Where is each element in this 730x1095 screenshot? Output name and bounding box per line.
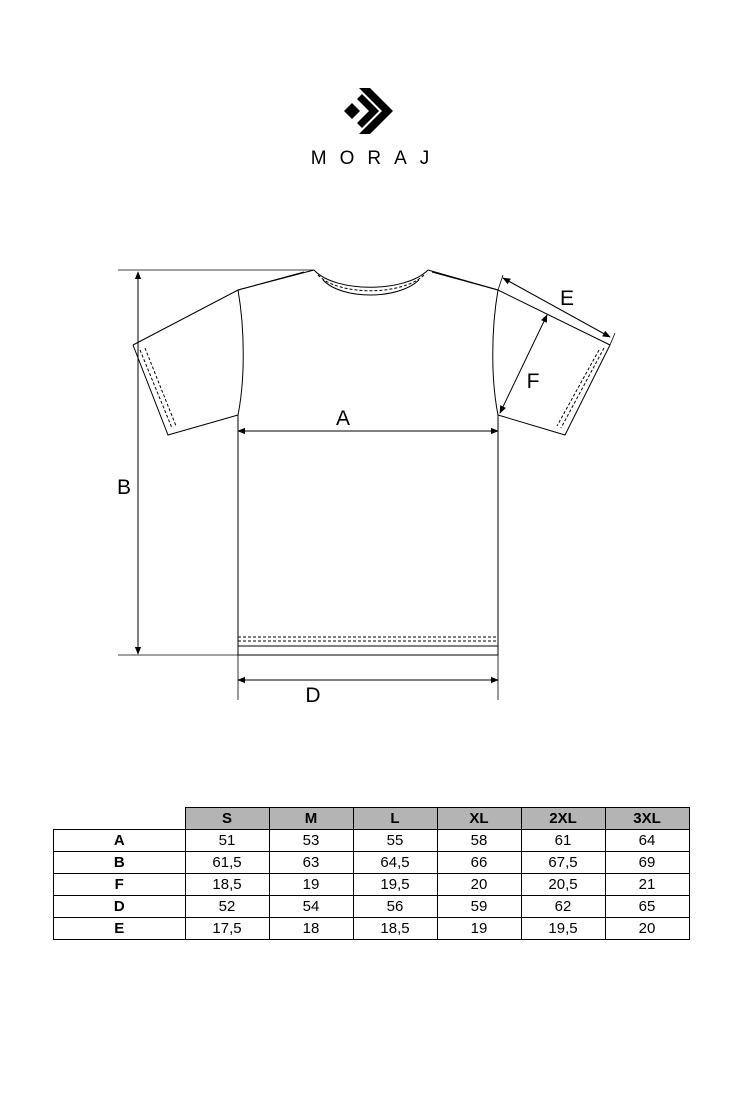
table-cell: 64 bbox=[605, 830, 689, 852]
table-cell: 67,5 bbox=[521, 852, 605, 874]
dimension-label-e: E bbox=[559, 287, 575, 310]
table-corner bbox=[54, 808, 186, 830]
table-cell: 18,5 bbox=[185, 874, 269, 896]
dimension-arrows bbox=[138, 272, 610, 680]
table-cell: 56 bbox=[353, 896, 437, 918]
table-cell: 18,5 bbox=[353, 918, 437, 940]
dimension-label-f: F bbox=[526, 370, 540, 393]
size-header: 3XL bbox=[605, 808, 689, 830]
table-row bbox=[54, 918, 690, 940]
table-cell: 61,5 bbox=[185, 852, 269, 874]
table-row bbox=[54, 874, 690, 896]
tshirt-outline bbox=[133, 270, 610, 655]
size-chart-table bbox=[53, 807, 690, 940]
table-cell: 54 bbox=[269, 896, 353, 918]
table-cell: 19 bbox=[269, 874, 353, 896]
table-cell: 19 bbox=[437, 918, 521, 940]
dimension-label-b: B bbox=[116, 476, 132, 499]
table-cell: 69 bbox=[605, 852, 689, 874]
table-cell: 62 bbox=[521, 896, 605, 918]
row-label: A bbox=[54, 830, 186, 852]
table-cell: 18 bbox=[269, 918, 353, 940]
table-cell: 63 bbox=[269, 852, 353, 874]
table-row bbox=[54, 852, 690, 874]
arrow-f bbox=[500, 315, 547, 413]
table-cell: 51 bbox=[185, 830, 269, 852]
row-label: E bbox=[54, 918, 186, 940]
row-label: F bbox=[54, 874, 186, 896]
arrow-e bbox=[503, 278, 610, 337]
table-cell: 64,5 bbox=[353, 852, 437, 874]
size-header: XL bbox=[437, 808, 521, 830]
dimension-label-d: D bbox=[305, 684, 321, 707]
table-cell: 52 bbox=[185, 896, 269, 918]
table-cell: 55 bbox=[353, 830, 437, 852]
table-cell: 66 bbox=[437, 852, 521, 874]
table-row bbox=[54, 830, 690, 852]
size-header-row bbox=[54, 808, 690, 830]
table-cell: 21 bbox=[605, 874, 689, 896]
table-cell: 20 bbox=[605, 918, 689, 940]
table-cell: 53 bbox=[269, 830, 353, 852]
extension-lines bbox=[118, 270, 615, 700]
size-header: 2XL bbox=[521, 808, 605, 830]
size-header: M bbox=[269, 808, 353, 830]
brand-name: MORAJ bbox=[310, 148, 443, 169]
size-header: L bbox=[353, 808, 437, 830]
table-row bbox=[54, 896, 690, 918]
table-cell: 17,5 bbox=[185, 918, 269, 940]
table-cell: 58 bbox=[437, 830, 521, 852]
table-cell: 59 bbox=[437, 896, 521, 918]
row-label: B bbox=[54, 852, 186, 874]
table-cell: 19,5 bbox=[521, 918, 605, 940]
dimension-label-a: A bbox=[335, 407, 351, 430]
row-label: D bbox=[54, 896, 186, 918]
table-cell: 20 bbox=[437, 874, 521, 896]
size-header: S bbox=[185, 808, 269, 830]
table-cell: 19,5 bbox=[353, 874, 437, 896]
table-cell: 20,5 bbox=[521, 874, 605, 896]
table-cell: 65 bbox=[605, 896, 689, 918]
table-cell: 61 bbox=[521, 830, 605, 852]
